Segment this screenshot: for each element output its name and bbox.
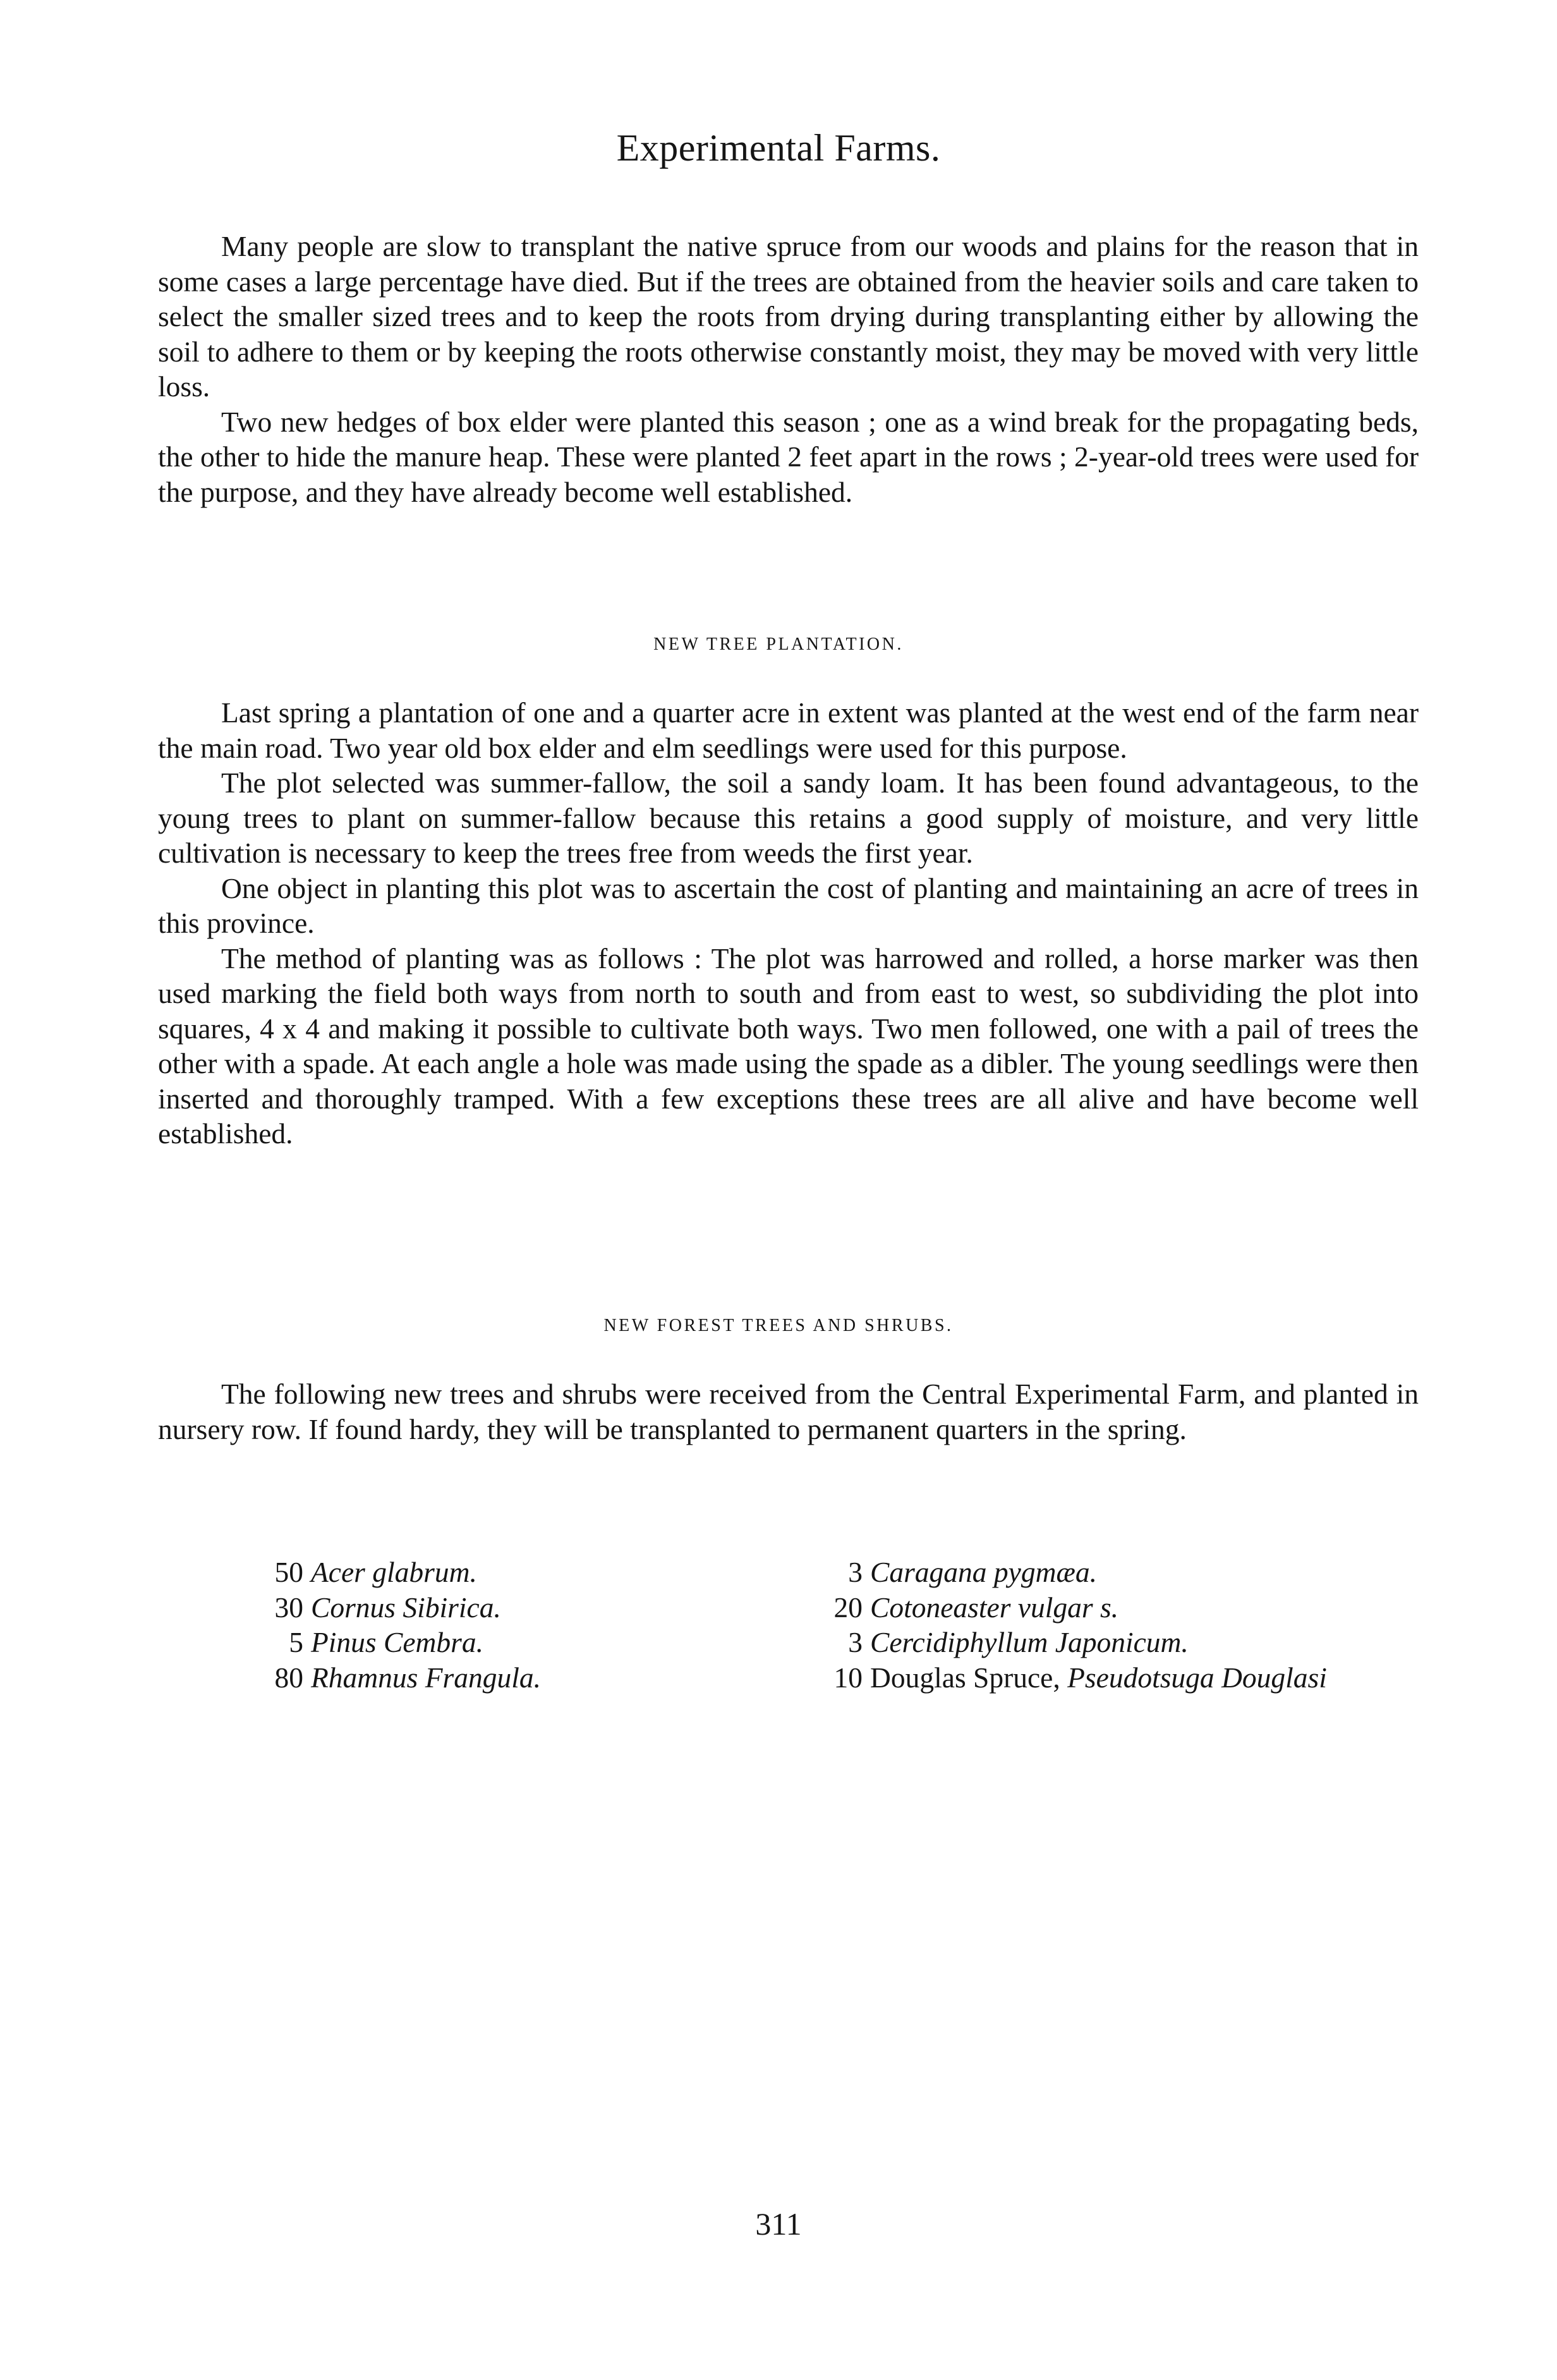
species-name: Cornus Sibirica. xyxy=(311,1591,501,1624)
paragraph: Last spring a plantation of one and a quarter acre in extent was planted at the west end of the farm near the main road. Two year old box elder and elm seedlings were used for this purpose. xyxy=(158,696,1419,764)
paragraph: The method of planting was as follows : The plot was harrowed and rolled, a horse marker was then used marking the field both ways from north to south and from east to west, so subdividing the plot into squares, 4 x 4 and making it possible to cultivate both ways. Two men followed, one with a pail of trees the other with a spade. At each angle a hole was made using the spade as a dibler. The young seedlings were then inserted and thoroughly tramped. With a few exceptions these trees are all alive and have become well established. xyxy=(158,942,1419,1150)
section-heading-new-forest-trees: NEW FOREST TREES AND SHRUBS. xyxy=(603,1316,954,1335)
page-number: 311 xyxy=(755,2206,802,2242)
species-item xyxy=(796,1660,1327,1696)
species-name: Pinus Cembra. xyxy=(311,1626,483,1658)
species-name: Acer glabrum. xyxy=(311,1556,477,1588)
species-name: Pseudotsuga Douglasi xyxy=(1067,1661,1327,1694)
species-quantity: 3 xyxy=(848,1626,863,1658)
paragraph: One object in planting this plot was to ascertain the cost of planting and maintaining an acre of trees in this province. xyxy=(158,871,1419,939)
paragraph: The plot selected was summer-fallow, the soil a sandy loam. It has been found advantageous, to the young trees to plant on summer-fallow because this retains a good supply of moisture, and very little cultivation is necessary to keep the trees free from weeds the first year. xyxy=(158,767,1419,869)
species-common-name: Douglas Spruce, xyxy=(870,1661,1068,1694)
species-item xyxy=(243,1590,541,1625)
species-quantity: 80 xyxy=(274,1661,303,1694)
species-item xyxy=(796,1555,1327,1590)
species-name: Caragana pygmæa. xyxy=(870,1556,1097,1588)
paragraph: The following new trees and shrubs were received from the Central Experimental Farm, and planted in nursery row. If found hardy, they will be transplanted to permanent quarters in the spring. xyxy=(158,1378,1419,1445)
species-name: Rhamnus Frangula. xyxy=(311,1661,541,1694)
species-name: Cotoneaster vulgar s. xyxy=(870,1591,1119,1624)
species-item xyxy=(243,1555,541,1590)
paragraph: Two new hedges of box elder were planted this season ; one as a wind break for the propagating beds, the other to hide the manure heap. These were planted 2 feet apart in the rows ; 2-year-old trees were used for the purpose, and they have already become well established. xyxy=(158,405,1419,508)
species-quantity: 10 xyxy=(833,1661,863,1694)
species-list-right xyxy=(796,1555,1327,1695)
species-item xyxy=(796,1625,1327,1660)
species-item xyxy=(243,1660,541,1696)
species-quantity: 5 xyxy=(289,1626,303,1658)
paragraph: Many people are slow to transplant the native spruce from our woods and plains for the reason that in some cases a large percentage have died. But if the trees are obtained from the heavier soils and care taken to select the smaller sized trees and to keep the roots from drying during transplanting either by allowing the soil to adhere to them or by keeping the roots otherwise constantly moist, they may be moved with very little loss. xyxy=(158,230,1419,403)
species-list-left xyxy=(243,1555,541,1695)
section-heading-new-tree-plantation: NEW TREE PLANTATION. xyxy=(653,634,904,654)
species-item xyxy=(796,1590,1327,1625)
species-item xyxy=(243,1625,541,1660)
section-body-new-forest-trees xyxy=(158,1376,1419,1447)
species-name: Cercidiphyllum Japonicum. xyxy=(870,1626,1189,1658)
species-quantity: 20 xyxy=(833,1591,863,1624)
section-body-new-tree-plantation xyxy=(158,695,1419,1151)
intro-block xyxy=(158,229,1419,509)
species-quantity: 50 xyxy=(274,1556,303,1588)
running-head: Experimental Farms. xyxy=(616,127,941,169)
species-quantity: 3 xyxy=(848,1556,863,1588)
species-quantity: 30 xyxy=(274,1591,303,1624)
